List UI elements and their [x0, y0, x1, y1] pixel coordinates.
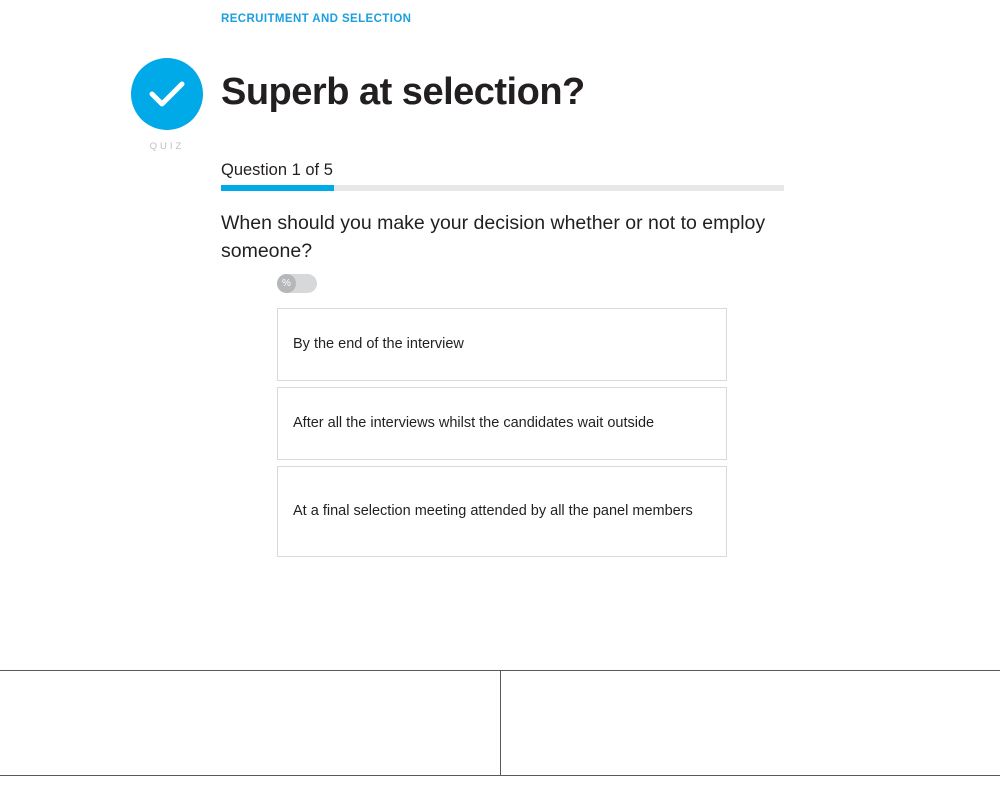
answer-options — [277, 308, 727, 563]
quiz-badge — [131, 58, 203, 152]
progress-bar-fill — [221, 185, 334, 191]
breadcrumb[interactable]: RECRUITMENT AND SELECTION — [221, 13, 412, 25]
page-title: Superb at selection? — [221, 71, 585, 113]
percentage-toggle[interactable] — [277, 274, 317, 293]
answer-option-label: At a final selection meeting attended by all the panel members — [293, 502, 693, 519]
question-text: When should you make your decision whether or not to employ someone? — [221, 212, 766, 262]
footer-left-pane — [0, 671, 501, 775]
check-icon — [149, 80, 185, 108]
answer-option-label: After all the interviews whilst the candidates wait outside — [293, 414, 655, 431]
progress-bar — [221, 185, 784, 191]
question-counter: Question 1 of 5 — [221, 161, 333, 179]
answer-option[interactable] — [277, 387, 727, 460]
percent-icon: % — [277, 274, 296, 293]
answer-option-label: By the end of the interview — [293, 335, 464, 352]
quiz-badge-label: QUIZ — [149, 141, 185, 152]
answer-option[interactable] — [277, 466, 727, 557]
answer-option[interactable] — [277, 308, 727, 381]
quiz-badge-circle — [131, 58, 203, 130]
footer-bottom-divider — [0, 775, 1000, 776]
footer-right-pane — [502, 671, 1000, 775]
